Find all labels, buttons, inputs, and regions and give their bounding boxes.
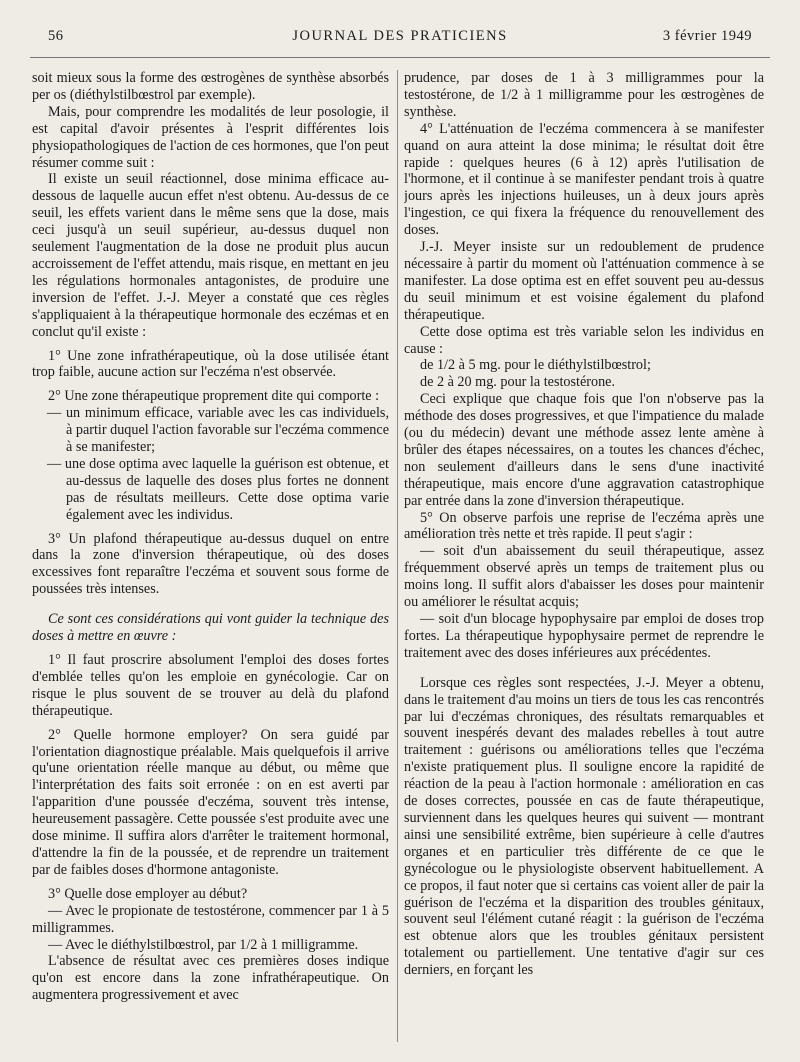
paragraph: L'absence de résultat avec ces premières doses indique qu'on est encore dans la zone infrathérapeutique. On augmentera progressivement et avec <box>32 953 389 1004</box>
paragraph: 2° Une zone thérapeutique proprement dite qui comporte : <box>48 388 380 405</box>
paragraph: 4° L'atténuation de l'eczéma commencera à se manifester quand on aura atteint la dose minima; le résultat doit être rapide : quelques heures (6 à 12) après l'utilisation de l'hormone, et il continue à se manifester pendant trois à quatre jours après les injections huileuses, un à deux jours après l'ingestion, ce qui fixera la fréquence du renouvellement des doses. <box>404 120 764 239</box>
paragraph: — Avec le propionate de testostérone, commencer par 1 à 5 milligrammes. <box>32 902 389 936</box>
header-rule <box>30 57 770 58</box>
dose-line: de 1/2 à 5 mg. pour le diéthylstilbœstrol; <box>420 357 651 374</box>
italic-paragraph: Ce sont ces considérations qui vont guider la technique des doses à mettre en œuvre : <box>32 611 389 645</box>
paragraph: soit mieux sous la forme des œstrogènes de synthèse absorbés per os (diéthylstilbœstrol par exemple). <box>32 70 389 103</box>
paragraph: 2° Quelle hormone employer? On sera guidé par l'orientation diagnostique préalable. Mais quelquefois il arrive qu'une orientation réelle manque au début, ou même que l'interprétation des faits soit erronée : on en est averti par l'apparition d'une poussée d'eczéma, souvent très intense, heureusement passagère. Cette poussée s'est produite avec une dose minime. Il suffira alors d'arrêter le traitement hormonal, d'attendre la fin de la poussée, et de reprendre un traitement par de faibles doses d'hormone antagoniste. <box>32 726 389 878</box>
paragraph: Ceci explique que chaque fois que l'on n'observe pas la méthode des doses progressives, et que l'impatience du malade (ou du médecin) devant une méthode assez lente amène à brûler des étapes nécessaires, on a toutes les chances d'échec, non seulement d'ailleurs dans le sens d'une inactivité thérapeutique, mais encore d'une aggravation catastrophique par entrée dans la zone d'inversion thérapeutique. <box>404 391 764 509</box>
paragraph: 3° Un plafond thérapeutique au-dessus duquel on entre dans la zone d'inversion thérapeutique, où des doses excessives font reparaître l'eczéma et souvent sous forme de poussées très intenses. <box>32 530 389 598</box>
column-divider <box>397 70 398 1042</box>
paragraph: 3° Quelle dose employer au début? <box>48 885 248 902</box>
journal-title: JOURNAL DES PRATICIENS <box>292 28 508 44</box>
paragraph: 5° On observe parfois une reprise de l'eczéma après une amélioration très nette et très rapide. Il peut s'agir : <box>404 509 764 543</box>
dose-line: de 2 à 20 mg. pour la testostérone. <box>420 374 616 391</box>
paragraph: 1° Il faut proscrire absolument l'emploi des doses fortes d'emblée telles qu'on les emploie en gynécologie. Car on risque le plus souvent de se trouver au delà du plafond thérapeutique. <box>32 652 389 719</box>
paragraph: — soit d'un blocage hypophysaire par emploi de doses trop fortes. La thérapeutique hypophysaire permet de reprendre le traitement avec des doses inférieures aux précédentes. <box>404 611 764 661</box>
left-column <box>32 70 389 1038</box>
dash-item: — un minimum efficace, variable avec les cas individuels, à partir duquel l'action favorable sur l'eczéma commence à se manifester; <box>47 405 389 456</box>
paragraph: prudence, par doses de 1 à 3 milligrammes pour la testostérone, de 1/2 à 1 milligramme pour les œstrogènes de synthèse. <box>404 70 764 120</box>
paragraph: J.-J. Meyer insiste sur un redoublement de prudence nécessaire à partir du moment où l'atténuation commence à se manifester. La dose optima est en effet souvent peu au-dessus du seuil minimum et est voisine également du plafond thérapeutique. <box>404 239 764 323</box>
paragraph: — Avec le diéthylstilbœstrol, par 1/2 à 1 milligramme. <box>48 936 359 953</box>
paragraph: — soit d'un abaissement du seuil thérapeutique, assez fréquemment observé après un temps de traitement plus ou moins long. Il suffit alors d'abaisser les doses pour maintenir ou améliorer le résultat acquis; <box>404 543 764 611</box>
right-column <box>404 70 764 1038</box>
dash-item: — une dose optima avec laquelle la guérison est obtenue, et au-dessus de laquelle des doses plus fortes ne donnent pas de résultats meilleurs. Cette dose optima varie également avec les individus. <box>47 455 389 523</box>
issue-date: 3 février 1949 <box>662 28 752 44</box>
paragraph: Il existe un seuil réactionnel, dose minima efficace au-dessous de laquelle aucun effet n'est obtenu. Au-dessus de ce seuil, les effets varient dans le même sens que la dose, mais ceci jusqu'à un seuil supérieur, au-dessus duquel non seulement l'augmentation de la dose ne produit plus aucun accroissement de l'effet attendu, mais risque, en mettant en jeu les régulations hormonales antagonistes, de produire une inversion de l'effet. J.-J. Meyer a constaté que ces règles s'appliquaient à la thérapeutique hormonale des eczémas et en conclut qu'il existe : <box>32 171 389 340</box>
paragraph: Lorsque ces règles sont respectées, J.-J. Meyer a obtenu, dans le traitement d'au moins un tiers de tous les cas rencontrés par lui d'eczémas chroniques, des résultats remarquables et souvent inespérés devant des malades rebelles à tout autre traitement : guérisons ou améliorations telles que l'eczéma n'existe pratiquement plus. Il souligne encore la rapidité de réaction de la peau à l'action hormonale : amélioration en cas de doses correctes, poussée en cas de faute thérapeutique, surviennent dans les quelques heures qui suivent — montrant ainsi une sensibilité extrême, bien supérieure à celle d'autres organes et en particulier très différente de ce que le gynécologue ou le physiologiste observent habituellement. A ce propos, il faut noter que si certains cas voient aller de pair la guérison de l'eczéma et la disparition des troubles génitaux, souvent seul l'élément cutané réagit : la guérison de l'eczéma est obtenue alors que les troubles génitaux persistent totalement ou partiellement. Une tentative d'agir sur ces derniers, en forçant les <box>404 674 764 979</box>
running-header <box>48 28 752 50</box>
page-number: 56 <box>48 28 64 44</box>
paragraph: Mais, pour comprendre les modalités de leur posologie, il est capital d'avoir présentes à l'esprit différentes lois physiopathologiques de l'action de ces hormones, que l'on peut résumer comme suit : <box>32 103 389 171</box>
paragraph: 1° Une zone infrathérapeutique, où la dose utilisée étant trop faible, aucune action sur l'eczéma n'est observée. <box>32 347 389 381</box>
paragraph: Cette dose optima est très variable selon les individus en cause : <box>404 323 764 357</box>
